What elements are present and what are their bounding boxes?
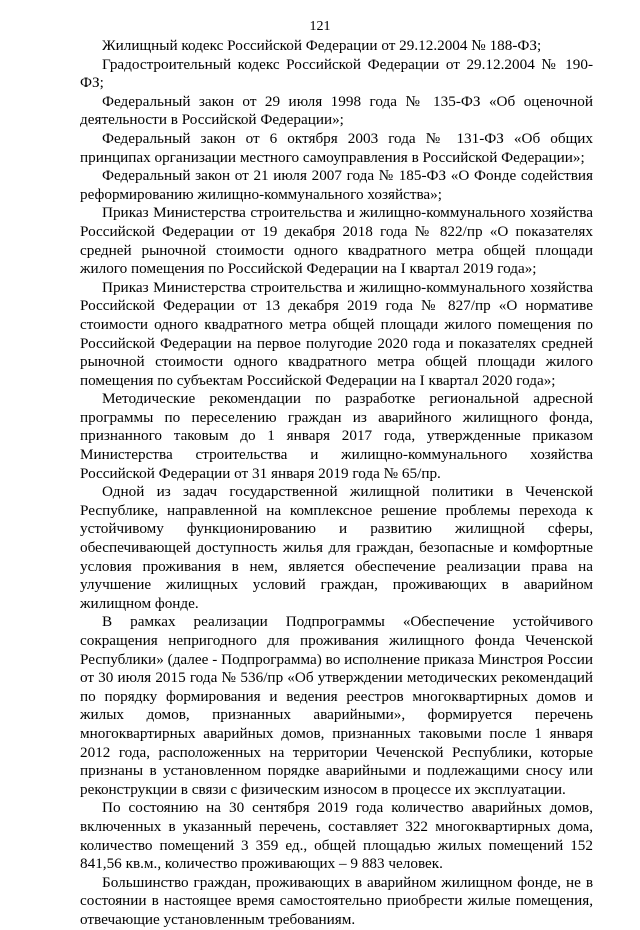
paragraph-housing-code: Жилищный кодекс Российской Федерации от 29.12.2004 № 188-ФЗ; bbox=[102, 37, 542, 54]
paragraph-order-827: Приказ Министерства строительства и жилищно-коммунального хозяйства Российской Федерации от 13 декабря 2019 года № 827/пр «О нормативе стоимости одного квадратного метра общей площади жилого помещения по Российской Федерации на первое полугодие 2020 года и показателях средней рыночной стоимости одного квадратного метра общей площади жилого помещения по субъектам Российской Федерации на I квартал 2020 года»; bbox=[80, 278, 593, 389]
paragraph-law-185: Федеральный закон от 21 июля 2007 года № 185-ФЗ «О Фонде содействия реформированию жилищно-коммунального хозяйства»; bbox=[80, 167, 593, 203]
paragraph-statistics: По состоянию на 30 сентября 2019 года количество аварийных домов, включенных в указанный перечень, составляет 322 многоквартирных дома, количество помещений 3 359 ед., общей площадью жилых помещений 152 841,56 кв.м., количество проживающих – 9 883 человек. bbox=[80, 799, 593, 873]
paragraph-subprogram: В рамках реализации Подпрограммы «Обеспечение устойчивого сокращения непригодного для проживания жилищного фонда Чеченской Республики» (далее - Подпрограмма) во исполнение приказа Минстроя России от 30 июля 2015 года № 536/пр «Об утверждении методических рекомендаций по порядку формирования и ведения реестров многоквартирных домов и жилых домов, признанных аварийными», формируется перечень многоквартирных аварийных домов, признанных таковыми после 1 января 2012 года, расположенных на территории Чеченской Республики, которые признаны в установленном порядке аварийными и подлежащими сносу или реконструкции в связи с физическим износом в процессе их эксплуатации. bbox=[80, 613, 593, 798]
page-number: 121 bbox=[309, 19, 331, 34]
paragraph-law-135: Федеральный закон от 29 июля 1998 года № 135-ФЗ «Об оценочной деятельности в Российской Федерации»; bbox=[80, 92, 593, 129]
paragraph-housing-policy: Одной из задач государственной жилищной политики в Чеченской Республике, направленной на комплексное решение проблемы перехода к устойчивому функционированию и развитию жилищной сферы, обеспечивающей доступность жилья для граждан, безопасные и комфортные условия проживания в нем, является обеспечение реализации права на улучшение жилищных условий граждан, проживающих в аварийном жилищном фонде. bbox=[80, 483, 593, 612]
paragraph-order-822: Приказ Министерства строительства и жилищно-коммунального хозяйства Российской Федерации от 19 декабря 2018 года № 822/пр «О показателях средней рыночной стоимости одного квадратного метра общей площади жилого помещения по Российской Федерации на I квартал 2019 года»; bbox=[80, 204, 593, 278]
paragraph-methodical-recommendations: Методические рекомендации по разработке региональной адресной программы по переселению граждан из аварийного жилищного фонда, признанного таковым до 1 января 2017 года, утвержденные приказом Министерства строительства и жилищно-коммунального хозяйства Российской Федерации от 31 января 2019 года № 65/пр. bbox=[80, 390, 593, 482]
paragraph-citizens: Большинство граждан, проживающих в аварийном жилищном фонде, не в состоянии в настоящее время самостоятельно приобрести жилые помещения, отвечающие установленным требованиям. bbox=[80, 873, 593, 928]
document-body bbox=[80, 37, 593, 930]
paragraph-urban-planning-code: Градостроительный кодекс Российской Федерации от 29.12.2004 № 190-ФЗ; bbox=[80, 55, 593, 92]
paragraph-law-131: Федеральный закон от 6 октября 2003 года № 131-ФЗ «Об общих принципах организации местного самоуправления в Российской Федерации»; bbox=[80, 129, 593, 166]
